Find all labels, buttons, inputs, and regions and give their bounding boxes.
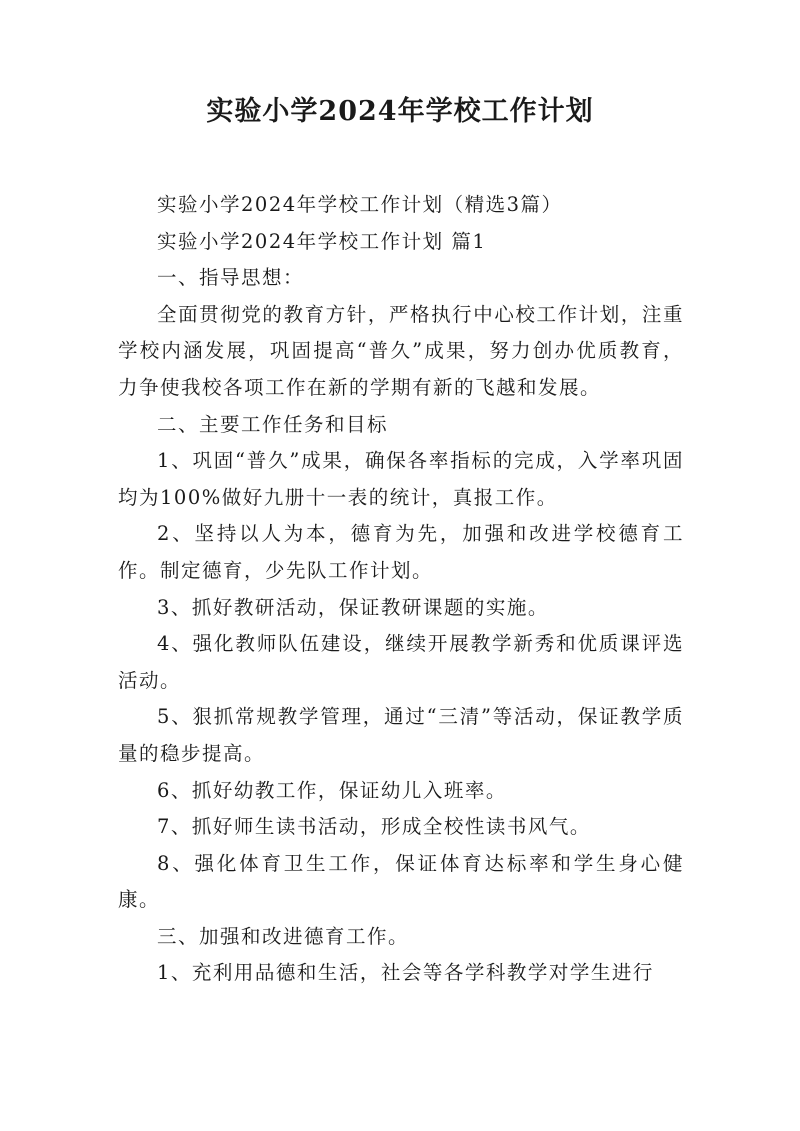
task-item: 5、狠抓常规教学管理，通过“三清”等活动，保证教学质量的稳步提高。: [118, 705, 684, 765]
heading-moral-education: 三、加强和改进德育工作。: [157, 924, 410, 948]
task-item: 1、充利用品德和生活，社会等各学科教学对学生进行: [157, 961, 654, 985]
task-item: 4、强化教师队伍建设，继续开展教学新秀和优质课评选活动。: [118, 632, 684, 692]
heading-guiding-ideology: 一、指导思想：: [157, 266, 305, 290]
body-paragraph: 全面贯彻党的教育方针，严格执行中心校工作计划，注重学校内涵发展，巩固提高“普久”成果，努力创办优质教育，力争使我校各项工作在新的学期有新的飞越和发展。: [118, 302, 684, 399]
task-item: 2、坚持以人为本，德育为先，加强和改进学校德育工作。制定德育，少先队工作计划。: [118, 522, 684, 582]
task-item: 6、抓好幼教工作，保证幼儿入班率。: [157, 778, 507, 802]
task-item: 1、巩固“普久”成果，确保各率指标的完成，入学率巩固均为100%做好九册十一表的统计，真报工作。: [118, 449, 684, 509]
task-item: 8、强化体育卫生工作，保证体育达标率和学生身心健康。: [118, 851, 684, 912]
document-title: 实验小学2024年学校工作计划: [206, 96, 594, 127]
subtitle-line: 实验小学2024年学校工作计划（精选3篇）: [157, 193, 563, 216]
document-body: [118, 187, 684, 992]
task-item: 7、抓好师生读书活动，形成全校性读书风气。: [157, 815, 591, 839]
section-heading: 实验小学2024年学校工作计划 篇1: [157, 229, 487, 253]
task-item: 3、抓好教研活动，保证教研课题的实施。: [157, 595, 549, 619]
heading-main-tasks: 二、主要工作任务和目标: [157, 412, 389, 436]
